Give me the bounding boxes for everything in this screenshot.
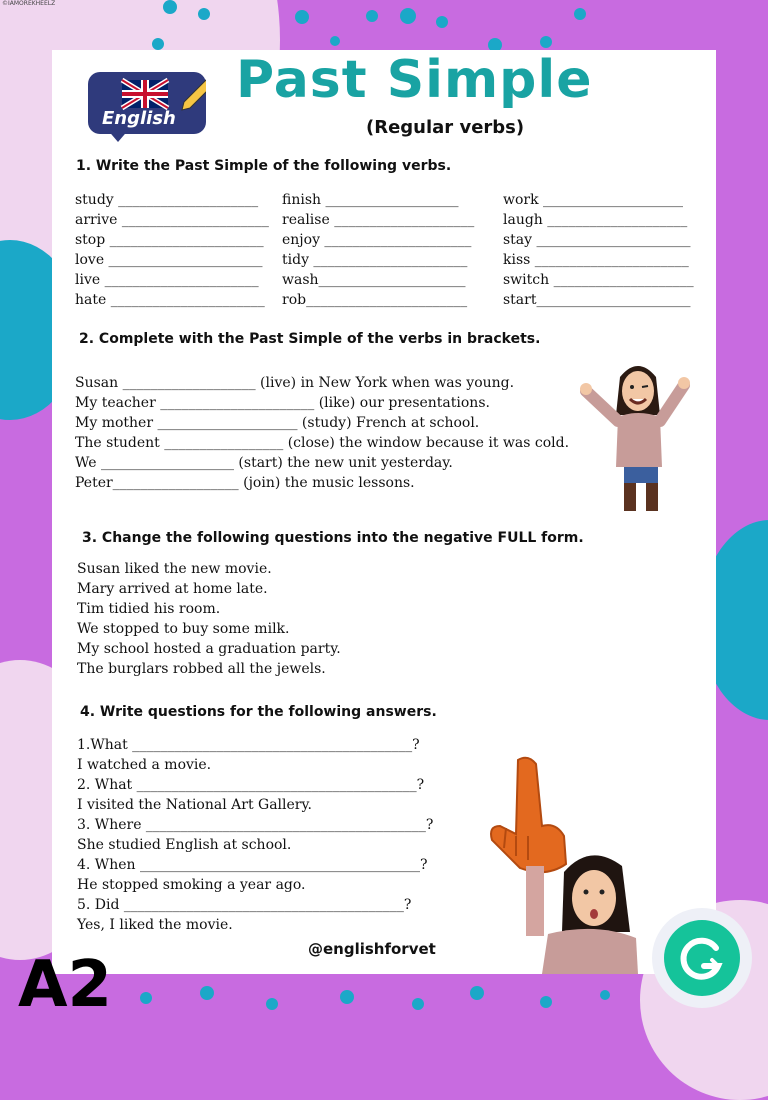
question-line: 4. When ________________________________________? xyxy=(77,857,428,873)
exercise-line: We stopped to buy some milk. xyxy=(77,621,290,637)
verb-line: arrive _____________________ xyxy=(75,212,269,228)
dot xyxy=(540,36,552,48)
section3-heading: 3. Change the following questions into the negative FULL form. xyxy=(82,530,584,546)
answer-line: I visited the National Art Gallery. xyxy=(77,797,312,813)
verb-line: stay ______________________ xyxy=(503,232,691,248)
verb-line: enjoy _____________________ xyxy=(282,232,472,248)
dot xyxy=(163,0,177,14)
dot xyxy=(412,998,424,1010)
verb-line: kiss ______________________ xyxy=(503,252,689,268)
exercise-line: Susan ___________________ (live) in New York when was young. xyxy=(75,375,515,391)
dot xyxy=(436,16,448,28)
dot xyxy=(540,996,552,1008)
logo-tail xyxy=(106,128,130,142)
verb-line: finish ___________________ xyxy=(282,192,459,208)
dot xyxy=(140,992,152,1004)
section1-heading: 1. Write the Past Simple of the following verbs. xyxy=(76,158,452,174)
verb-line: start______________________ xyxy=(503,292,691,308)
dot xyxy=(330,36,340,46)
question-line: 3. Where ________________________________________? xyxy=(77,817,434,833)
grammarly-g-icon xyxy=(652,908,752,1008)
verb-line: switch ____________________ xyxy=(503,272,694,288)
verb-line: tidy ______________________ xyxy=(282,252,468,268)
dot xyxy=(340,990,354,1004)
dot xyxy=(198,8,210,20)
exercise-line: Susan liked the new movie. xyxy=(77,561,272,577)
page-subtitle: (Regular verbs) xyxy=(366,117,525,138)
exercise-line: My school hosted a graduation party. xyxy=(77,641,341,657)
section2-heading: 2. Complete with the Past Simple of the verbs in brackets. xyxy=(79,331,541,347)
dot xyxy=(600,990,610,1000)
logo-text: English xyxy=(102,108,176,129)
section4-heading: 4. Write questions for the following answers. xyxy=(80,704,437,720)
verb-line: realise ____________________ xyxy=(282,212,475,228)
verb-line: wash_____________________ xyxy=(282,272,466,288)
avatar-cheering-illustration xyxy=(580,355,700,515)
exercise-line: My mother ____________________ (study) French at school. xyxy=(75,415,480,431)
level-badge: A2 xyxy=(18,948,113,1022)
answer-line: I watched a movie. xyxy=(77,757,212,773)
verb-line: hate ______________________ xyxy=(75,292,265,308)
verb-line: stop ______________________ xyxy=(75,232,264,248)
verb-line: study ____________________ xyxy=(75,192,259,208)
question-line: 1.What ________________________________________? xyxy=(77,737,420,753)
avatar-foam-finger-illustration xyxy=(486,756,652,974)
answer-line: Yes, I liked the movie. xyxy=(77,917,233,933)
question-line: 2. What ________________________________________? xyxy=(77,777,425,793)
dot xyxy=(200,986,214,1000)
exercise-line: Mary arrived at home late. xyxy=(77,581,268,597)
exercise-line: Tim tidied his room. xyxy=(77,601,221,617)
dot xyxy=(152,38,164,50)
verb-line: live ______________________ xyxy=(75,272,259,288)
verb-line: laugh ____________________ xyxy=(503,212,688,228)
verb-line: love ______________________ xyxy=(75,252,263,268)
dot xyxy=(574,8,586,20)
dot xyxy=(366,10,378,22)
watermark: ©IAMOREKHEELZ xyxy=(2,0,56,7)
exercise-line: We ___________________ (start) the new unit yesterday. xyxy=(75,455,453,471)
exercise-line: The burglars robbed all the jewels. xyxy=(77,661,326,677)
exercise-line: My teacher ______________________ (like) our presentations. xyxy=(75,395,490,411)
exercise-line: The student _________________ (close) the window because it was cold. xyxy=(75,435,570,451)
dot xyxy=(470,986,484,1000)
dot xyxy=(266,998,278,1010)
dot xyxy=(295,10,309,24)
question-line: 5. Did ________________________________________? xyxy=(77,897,412,913)
dot xyxy=(400,8,416,24)
answer-line: She studied English at school. xyxy=(77,837,292,853)
page-title: Past Simple xyxy=(236,50,593,110)
verb-line: rob_______________________ xyxy=(282,292,468,308)
exercise-line: Peter__________________ (join) the music lessons. xyxy=(75,475,415,491)
answer-line: He stopped smoking a year ago. xyxy=(77,877,306,893)
author-handle: @englishforvet xyxy=(308,940,436,958)
verb-line: work ____________________ xyxy=(503,192,684,208)
